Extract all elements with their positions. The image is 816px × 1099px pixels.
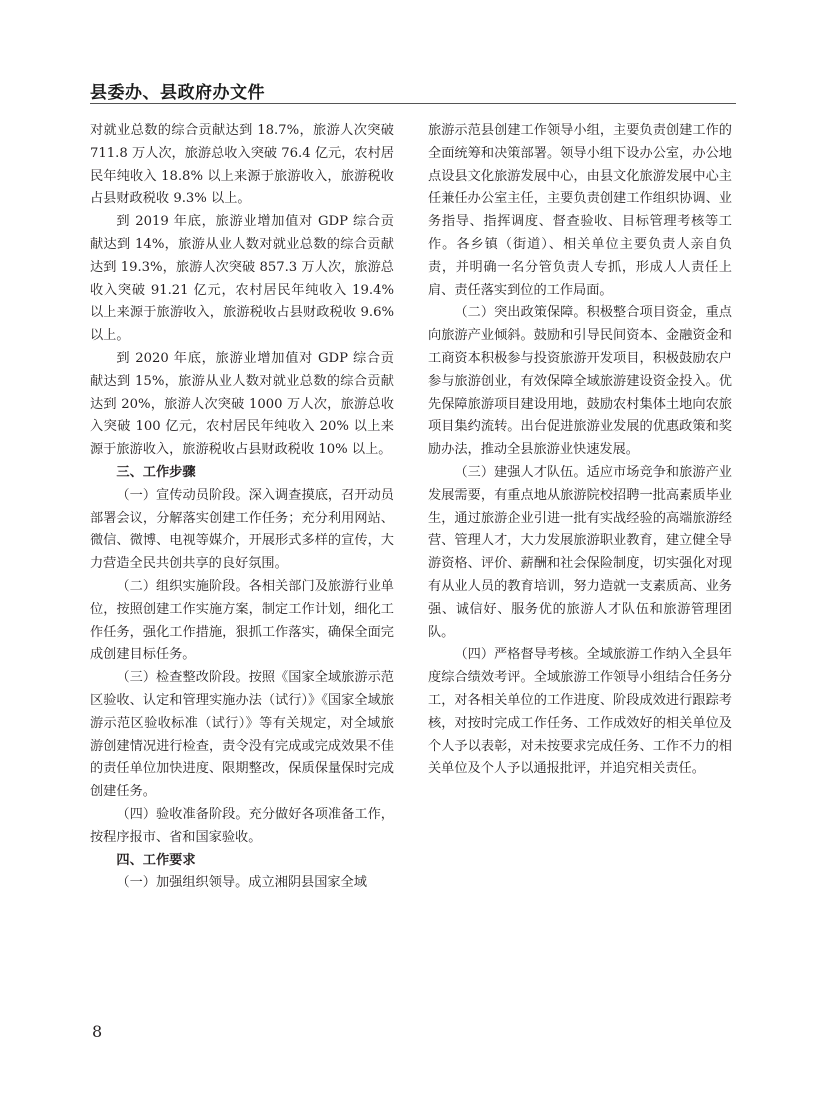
paragraph-step-mobilization: （一）宣传动员阶段。深入调查摸底，召开动员部署会议，分解落实创建工作任务；充分利用网站、微信、微博、电视等媒介，开展形式多样的宣传，大力营造全民共创共享的良好氛围。	[90, 487, 394, 572]
paragraph-req-policy: （二）突出政策保障。积极整合项目资金，重点向旅游产业倾斜。鼓励和引导民间资本、金融资金和工商资本积极参与投资旅游开发项目，积极鼓励农户参与旅游创业，有效保障全域旅游建设资金投入。优先保障旅游项目建设用地，鼓励农村集体土地向农旅项目集约流转。出台促进旅游业发展的优惠政策和奖励办法，推动全县旅游业快速发展。	[428, 305, 732, 458]
section-heading-work-steps: 三、工作步骤	[116, 464, 196, 480]
paragraph-2018-targets-continued: 对就业总数的综合贡献达到 18.7%，旅游人次突破 711.8 万人次，旅游总收入突破 76.4 亿元，农村居民年纯收入 18.8% 以上来源于旅游收入，旅游税收占县财政税收 9.3% 以上。	[90, 123, 394, 207]
paragraph-req-leadership-start: （一）加强组织领导。成立湘阴县国家全域	[116, 875, 367, 891]
paragraph-req-supervision: （四）严格督导考核。全域旅游工作纳入全县年度综合绩效考评。全域旅游工作领导小组结合任务分工，对各相关单位的工作进度、阶段成效进行跟踪考核，对按时完成工作任务、工作成效好的相关单位及个人予以表彰，对未按要求完成任务、工作不力的相关单位及个人予以通报批评，并追究相关责任。	[428, 647, 732, 777]
right-column	[428, 120, 732, 781]
section-heading-work-requirements: 四、工作要求	[116, 852, 196, 868]
paragraph-2019-targets: 到 2019 年底，旅游业增加值对 GDP 综合贡献达到 14%，旅游从业人数对就业总数的综合贡献达到 19.3%，旅游人次突破 857.3 万人次，旅游总收入突破 91.21 亿元，农村居民年纯收入 19.4% 以上来源于旅游收入，旅游税收占县财政税收 9.6% 以上。	[90, 214, 394, 344]
paragraph-2020-targets: 到 2020 年底，旅游业增加值对 GDP 综合贡献达到 15%，旅游从业人数对就业总数的综合贡献达到 20%，旅游人次突破 1000 万人次，旅游总收入突破 100 亿元，农村居民年纯收入 20% 以上来源于旅游收入，旅游税收占县财政税收 10% 以上。	[90, 350, 394, 458]
paragraph-req-talent: （三）建强人才队伍。适应市场竞争和旅游产业发展需要，有重点地从旅游院校招聘一批高素质毕业生，通过旅游企业引进一批有实战经验的高端旅游经营、管理人才，大力发展旅游职业教育，建立健全导游资格、评价、薪酬和社会保险制度，切实强化对现有从业人员的教育培训，努力造就一支素质高、业务强、诚信好、服务优的旅游人才队伍和旅游管理团队。	[428, 464, 732, 640]
header-divider	[90, 103, 736, 104]
paragraph-step-implementation: （二）组织实施阶段。各相关部门及旅游行业单位，按照创建工作实施方案，制定工作计划，细化工作任务，强化工作措施，狠抓工作落实，确保全面完成创建目标任务。	[90, 578, 394, 663]
paragraph-step-inspection: （三）检查整改阶段。按照《国家全域旅游示范区验收、认定和管理实施办法（试行）》《国家全域旅游示范区验收标准（试行）》等有关规定，对全域旅游创建情况进行检查，责令没有完成或完成效果不佳的责任单位加快进度、限期整改，保质保量保时完成创建任务。	[90, 670, 394, 800]
page-number: 8	[92, 1022, 103, 1041]
running-header: 县委办、县政府办文件	[90, 83, 265, 103]
paragraph-req-leadership-continued: 旅游示范县创建工作领导小组，主要负责创建工作的全面统筹和决策部署。领导小组下设办公室，办公地点设县文化旅游发展中心，由县文化旅游发展中心主任兼任办公室主任，主要负责创建工作组织协调、业务指导、指挥调度、督查验收、目标管理考核等工作。各乡镇（街道）、相关单位主要负责人亲自负责，并明确一名分管负责人专抓，形成人人责任上肩、责任落实到位的工作局面。	[428, 123, 732, 298]
paragraph-step-acceptance: （四）验收准备阶段。充分做好各项准备工作，按程序报市、省和国家验收。	[90, 806, 394, 845]
left-column	[90, 120, 394, 895]
